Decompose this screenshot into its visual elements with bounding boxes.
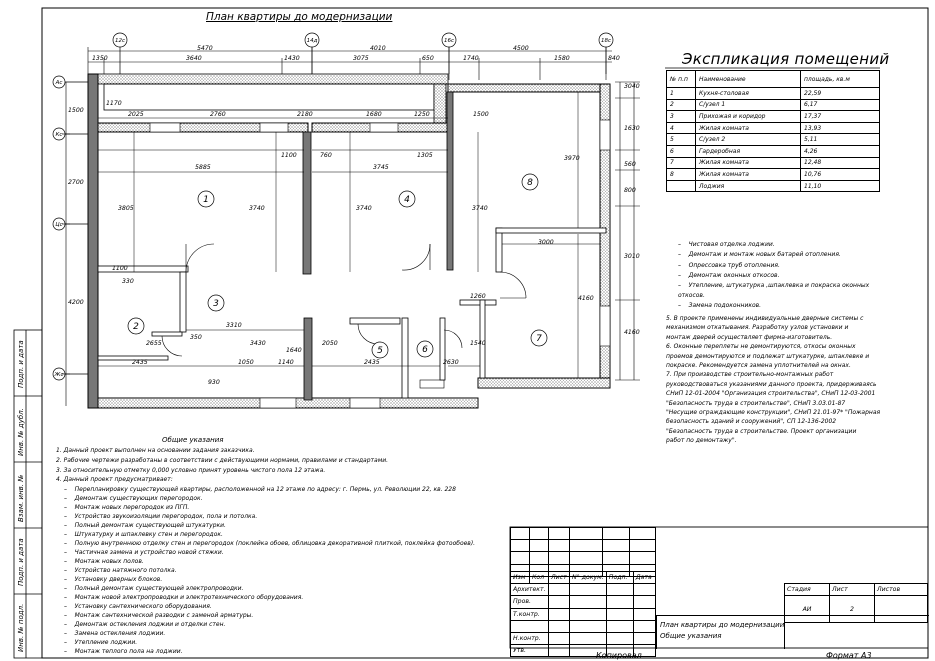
list-item: – Устройство натяжного потолка. xyxy=(64,567,177,575)
list-item: – Монтаж сантехнической разводки с заменой арматуры. xyxy=(64,612,254,620)
table-row: Т.контр. xyxy=(511,608,656,620)
dim-label: 2025 xyxy=(128,111,144,118)
stage-value: АИ xyxy=(785,596,830,623)
dim-label: 350 xyxy=(190,334,202,341)
table-row: 5 С/узел 2 5,11 xyxy=(667,134,880,146)
list-item: – Демонтаж остекления лоджии и отделки стен. xyxy=(64,621,226,629)
axis-left xyxy=(53,76,88,380)
list-item: "Несущие ограждающие конструкции", СНиП 21.01-97* "Пожарная xyxy=(666,409,881,417)
sheet-value: 2 xyxy=(830,596,875,623)
table-row xyxy=(511,620,656,632)
dim-label: 1305 xyxy=(417,152,433,159)
dim-label: 1630 xyxy=(624,125,640,132)
list-item: – Полный демонтаж существующей штукатурки. xyxy=(64,522,226,530)
list-item: 1. Данный проект выполнен на основании задания заказчика. xyxy=(56,447,255,454)
side-label: Инв. № подл. xyxy=(17,603,25,652)
room-number: 2 xyxy=(133,322,139,332)
list-item: – Монтаж теплого пола на лоджии. xyxy=(64,648,183,656)
dim-label: 330 xyxy=(122,278,134,285)
axis-top xyxy=(113,33,613,74)
list-item: – Демонтаж существующих перегородок. xyxy=(64,495,203,503)
list-item: 7. При производстве строительно-монтажных работ xyxy=(666,371,834,379)
list-item: руководствоваться указаниями данного проекта, придерживаясь xyxy=(666,380,877,388)
list-item: 6. Оконные переплеты не демонтируются, откосы оконных xyxy=(666,343,856,351)
side-label: Подп. и дата xyxy=(17,538,25,586)
table-row: Лоджия 11,10 xyxy=(667,180,880,192)
list-item: 4. Данный проект предусматривает: xyxy=(56,476,173,484)
dim-label: 1140 xyxy=(278,359,294,366)
dim-label: 1640 xyxy=(286,347,302,354)
dim-label: 560 xyxy=(624,161,636,168)
revision-grid xyxy=(510,527,656,577)
dim-label: 2180 xyxy=(297,111,313,118)
dim-label: 1250 xyxy=(414,111,430,118)
axis-label: 14д xyxy=(306,38,318,44)
list-item: 5. В проекте применены индивидуальные дверные системы с xyxy=(666,315,864,322)
dim-label: 800 xyxy=(624,187,636,194)
dim-label: 2435 xyxy=(132,359,148,366)
side-label: Подп. и дата xyxy=(17,340,25,388)
axis-label: 18с xyxy=(600,38,612,44)
axis-label: Цс xyxy=(55,222,63,228)
list-item: проемов демонтируются и подлежат штукатурке, шпаклевке и xyxy=(666,352,870,360)
dim-label: 4160 xyxy=(624,329,640,336)
dim-label: 1500 xyxy=(473,111,489,118)
dim-label: 5885 xyxy=(195,164,211,171)
side-label: Инв. № дубл. xyxy=(17,408,25,456)
dim-label: 3640 xyxy=(186,55,202,62)
dim-label: 3740 xyxy=(356,205,372,212)
dim-label: 5470 xyxy=(197,45,213,52)
loggia-notes xyxy=(678,240,878,311)
dim-label: 4010 xyxy=(370,45,386,52)
table-row: Пров. xyxy=(511,596,656,608)
table-row: 4 Жилая комната 13,93 xyxy=(667,122,880,134)
list-item: – Перепланировку существующей квартиры, расположенной на 12 этаже по адресу: г. Пермь, ул. Революции 22, кв. 228 xyxy=(64,486,456,493)
dim-label: 1100 xyxy=(281,152,297,159)
dim-label: 2630 xyxy=(443,359,459,366)
dim-label: 3000 xyxy=(538,239,554,246)
dim-label: 3745 xyxy=(373,164,389,171)
list-item: – Утепление, штукатурка ,шпаклевка и покраска оконных откосов. xyxy=(678,282,870,300)
table-row: 6 Гардеробная 4,26 xyxy=(667,145,880,157)
dim-label: 2050 xyxy=(322,340,338,347)
axis-label: Жс xyxy=(54,372,64,378)
table-row: Утв. xyxy=(511,645,656,657)
general-notes-title: Общие указания xyxy=(162,436,224,444)
table-row: 3 Прихожая и коридор 17,37 xyxy=(667,111,880,123)
dim-label: 1540 xyxy=(470,340,486,347)
room-number: 5 xyxy=(377,346,383,356)
dim-label: 3430 xyxy=(250,340,266,347)
list-item: – Частичная замена и устройство новой стяжки. xyxy=(64,549,224,557)
list-item: – Штукатурку и шпаклевку стен и перегородок. xyxy=(64,531,223,539)
list-item: – Полную внутреннюю отделку стен и перегородок (поклейка обоев, облицовка декоративной плиткой, поклейка фотообоев). xyxy=(64,540,476,548)
right-notes xyxy=(666,314,880,446)
dim-label: 3740 xyxy=(249,205,265,212)
sheet-header: Лист xyxy=(830,584,875,596)
list-item: работ по демонтажу". xyxy=(666,437,737,445)
axis-label: Ас xyxy=(55,80,63,86)
list-item: безопасность зданий и сооружений", СП 12-136-2002 xyxy=(666,418,837,426)
plan-title: План квартиры до модернизации xyxy=(206,11,393,23)
partitions xyxy=(98,92,606,400)
revision-table xyxy=(510,571,656,657)
axis-label: Кс xyxy=(55,132,63,138)
dim-label: 1170 xyxy=(106,100,122,107)
dim-label: 1100 xyxy=(112,265,128,272)
list-item: – Монтаж новых полов. xyxy=(64,558,144,566)
list-item: – Чистовая отделка лоджии. xyxy=(678,241,775,248)
axis-label: 12с xyxy=(114,38,126,44)
side-label: Взам. инв. № xyxy=(17,474,25,522)
list-item: 3. За относительную отметку 0,000 условно принят уровень чистого пола 12 этажа. xyxy=(56,466,326,474)
list-item: – Монтаж новых перегородок из ПГП. xyxy=(64,504,190,512)
list-item: механизмом откатывания. Разработку узлов установки и xyxy=(666,324,849,332)
copied-label: Копировал xyxy=(596,651,642,660)
dim-label: 2760 xyxy=(210,111,226,118)
table-row: 7 Жилая комната 12,48 xyxy=(667,157,880,169)
dim-label: 1350 xyxy=(92,55,108,62)
dim-label: 1500 xyxy=(68,107,84,114)
stage-header: Стадия xyxy=(785,584,830,596)
description-line: План квартиры до модернизации xyxy=(660,621,785,629)
list-item: – Замена остекления лоджии. xyxy=(64,630,166,638)
list-item: – Полный демонтаж существующей электропроводки. xyxy=(64,585,244,593)
dim-label: 3075 xyxy=(353,55,369,62)
dim-label: 3010 xyxy=(624,253,640,260)
dim-label: 2655 xyxy=(146,340,162,347)
list-item: – Опрессовка труб отопления. xyxy=(678,261,780,269)
explication-title: Экспликация помещений xyxy=(682,50,890,68)
dim-label: 1050 xyxy=(238,359,254,366)
dim-label: 840 xyxy=(608,55,620,62)
col-header: Наименование xyxy=(696,71,801,88)
list-item: – Устройство звукоизоляции перегородок, пола и потолка. xyxy=(64,513,258,521)
dim-label: 930 xyxy=(208,379,220,386)
dim-label: 1580 xyxy=(554,55,570,62)
dim-label: 3040 xyxy=(624,83,640,90)
list-item: СНиП 12-01-2004 "Организация строительства", СНиП 12-03-2001 xyxy=(666,390,876,398)
col-header: № п.п xyxy=(667,71,696,88)
list-item: – Установку сантехнического оборудования. xyxy=(64,603,212,611)
explication-table xyxy=(666,70,880,192)
dim-label: 1680 xyxy=(366,111,382,118)
list-item: – Демонтаж оконных откосов. xyxy=(678,271,780,279)
dim-label: 760 xyxy=(320,152,332,159)
table-row: 8 Жилая комната 10,76 xyxy=(667,169,880,181)
general-subitems xyxy=(64,485,475,656)
room-number: 7 xyxy=(536,334,542,344)
org-cell xyxy=(784,615,929,649)
dim-label: 4500 xyxy=(513,45,529,52)
table-row: Архитект. xyxy=(511,584,656,596)
room-number: 3 xyxy=(213,299,219,309)
list-item: монтаж дверей осуществляет фирма-изготовитель. xyxy=(666,333,833,341)
room-number: 4 xyxy=(404,195,410,205)
table-row: 2 С/узел 1 6,17 xyxy=(667,99,880,111)
dim-label: 3970 xyxy=(564,155,580,162)
list-item: 2. Рабочие чертежи разработаны в соответствии с действующими нормами, правилами и стандартами. xyxy=(56,456,389,464)
list-item: "Безопасность труда в строительстве", СНиП 3.03.01-87 xyxy=(666,399,846,407)
col-header: площадь, кв.м xyxy=(801,71,880,88)
dim-label: 1260 xyxy=(470,293,486,300)
table-row: Изм Кол Лист N° докум. Подп. Дата xyxy=(511,572,656,584)
dim-label: 1430 xyxy=(284,55,300,62)
room-number: 8 xyxy=(527,178,533,188)
dim-label: 3805 xyxy=(118,205,134,212)
list-item: – Монтаж новой электропроводки и электротехнического оборудования. xyxy=(64,594,304,602)
table-row: 1 Кухня-столовая 22,59 xyxy=(667,88,880,100)
dim-label: 3740 xyxy=(472,205,488,212)
table-row: Н.контр. xyxy=(511,632,656,644)
dim-label: 4200 xyxy=(68,299,84,306)
dim-label: 4160 xyxy=(578,295,594,302)
dim-label: 650 xyxy=(422,55,434,62)
list-item: – Демонтаж и монтаж новых батарей отопления. xyxy=(678,251,841,259)
sheets-header: Листов xyxy=(875,584,928,596)
general-notes xyxy=(56,446,388,485)
dim-label: 2435 xyxy=(364,359,380,366)
list-item: – Установку дверных блоков. xyxy=(64,576,163,584)
list-item: – Замена подоконников. xyxy=(678,302,762,310)
list-item: – Утепление лоджии. xyxy=(64,639,138,647)
table-header-row xyxy=(667,71,880,88)
room-number: 1 xyxy=(203,195,209,205)
list-item: "Безопасность труда в строительстве. Проект организации xyxy=(666,427,857,435)
room-number: 6 xyxy=(422,345,428,355)
dim-label: 2700 xyxy=(68,179,84,186)
dim-label: 3310 xyxy=(226,322,242,329)
dim-label: 1740 xyxy=(463,55,479,62)
axis-label: 16с xyxy=(443,38,455,44)
list-item: покраске. Рекомендуется замена уплотнителей на окнах. xyxy=(666,362,851,370)
description-line: Общие указания xyxy=(660,632,722,640)
format-label: Формат А3 xyxy=(826,651,872,660)
